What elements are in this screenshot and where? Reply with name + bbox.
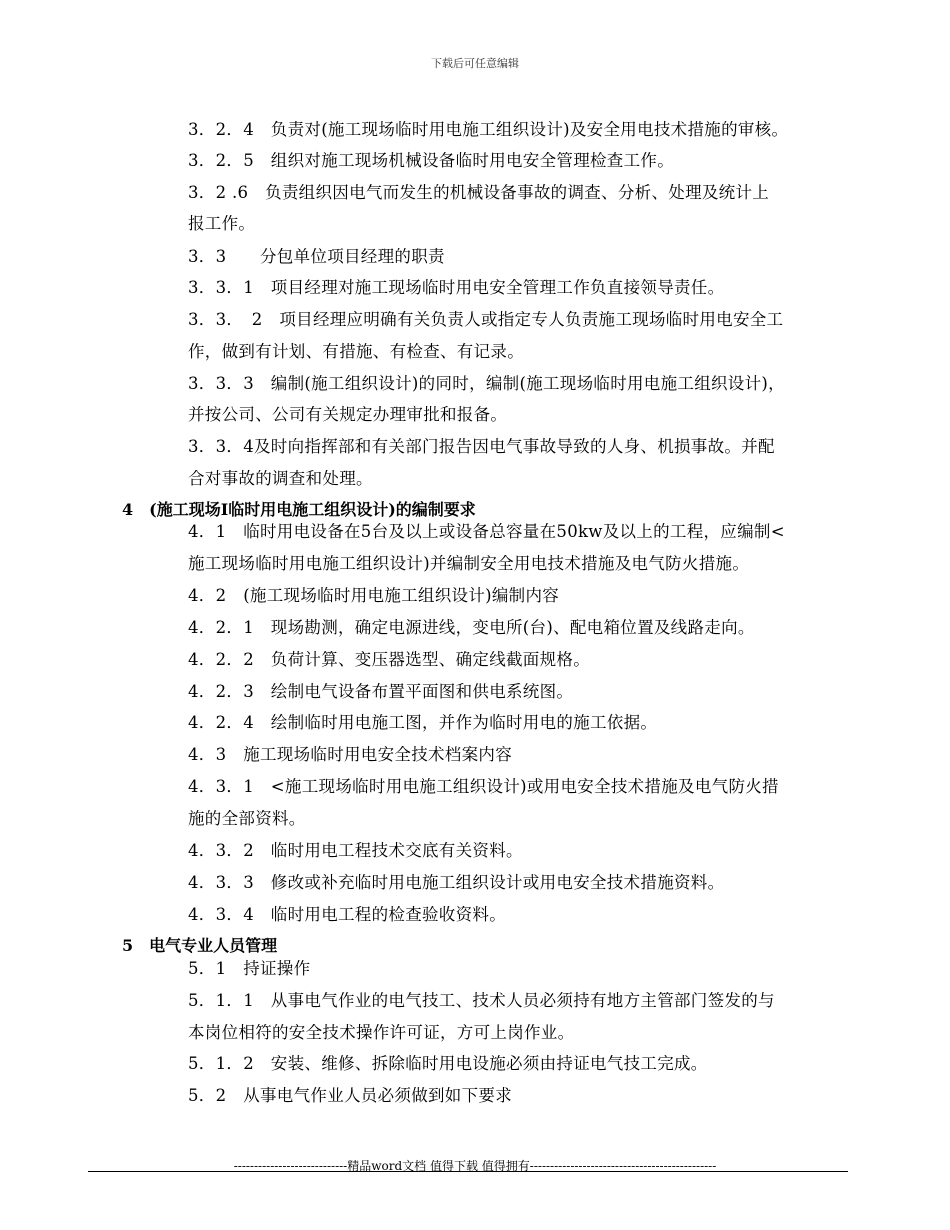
text-line: 5．1．1 从事电气作业的电气技工、技术人员必须持有地方主管部门签发的与 [188,991,775,1010]
text-line: 本岗位相符的安全技术操作许可证，方可上岗作业。 [188,1023,575,1042]
text-line: 4．2 (施工现场临时用电施工组织设计)编制内容 [188,586,560,605]
text-line: 报工作。 [188,214,256,233]
text-line: 并按公司、公司有关规定办理审批和报备。 [188,405,508,424]
text-line: 5．2 从事电气作业人员必须做到如下要求 [188,1086,512,1105]
text-line: 作，做到有计划、有措施、有检查、有记录。 [188,342,524,361]
text-line: 4．3．2 临时用电工程技术交底有关资料。 [188,841,523,860]
text-line: 4．3．3 修改或补充临时用电施工组织设计或用电安全技术措施资料。 [188,873,725,892]
text-line: 合对事故的调查和处理。 [188,469,373,488]
text-line: 3．3．1 项目经理对施工现场临时用电安全管理工作负直接领导责任。 [188,278,725,297]
text-line: 3．3 分包单位项目经理的职责 [188,247,445,266]
text-line: 3．2．4 负责对(施工现场临时用电施工组织设计)及安全用电技术措施的审核。 [188,120,789,139]
text-line: 4．2．1 现场勘测，确定电源进线，变电所(台)、配电箱位置及线路走向。 [188,618,755,637]
page-footer: ----------------------------精品word文档 值得下载 值得拥有---------------------------------------------- [233,1159,717,1173]
section-heading: 5 电气专业人员管理 [122,936,278,955]
text-line: 4．1 临时用电设备在5台及以上或设备总容量在50kw及以上的工程，应编制< [188,522,785,541]
section-heading: 4 (施工现场I临时用电施工组织设计)的编制要求 [122,500,476,519]
footer-rule [88,1171,848,1172]
text-line: 4．3 施工现场临时用电安全技术档案内容 [188,745,512,764]
text-line: 4．3．1 <施工现场临时用电施工组织设计)或用电安全技术措施及电气防火措 [188,777,779,796]
text-line: 4．3．4 临时用电工程的检查验收资料。 [188,905,506,924]
text-line: 5．1 持证操作 [188,959,311,978]
page-header: 下载后可任意编辑 [431,57,519,70]
text-line: 施工现场临时用电施工组织设计)并编制安全用电技术措施及电气防火措施。 [188,554,750,573]
text-line: 4．2．3 绘制电气设备布置平面图和供电系统图。 [188,682,574,701]
text-line: 4．2．4 绘制临时用电施工图，并作为临时用电的施工依据。 [188,713,658,732]
text-line: 4．2．2 负荷计算、变压器选型、确定线截面规格。 [188,650,590,669]
text-line: 5．1．2 安装、维修、拆除临时用电设施必须由持证电气技工完成。 [188,1054,708,1073]
text-line: 施的全部资料。 [188,809,306,828]
text-line: 3．3．3 编制(施工组织设计)的同时，编制(施工现场临时用电施工组织设计)， [188,374,785,393]
text-line: 3．2 .6 负责组织因电气而发生的机械设备事故的调查、分析、处理及统计上 [188,183,770,202]
text-line: 3．3．4及时向指挥部和有关部门报告因电气事故导致的人身、机损事故。并配 [188,437,775,456]
text-line: 3．2．5 组织对施工现场机械设备临时用电安全管理检查工作。 [188,151,674,170]
text-line: 3．3． 2 项目经理应明确有关负责人或指定专人负责施工现场临时用电安全工 [188,310,784,329]
